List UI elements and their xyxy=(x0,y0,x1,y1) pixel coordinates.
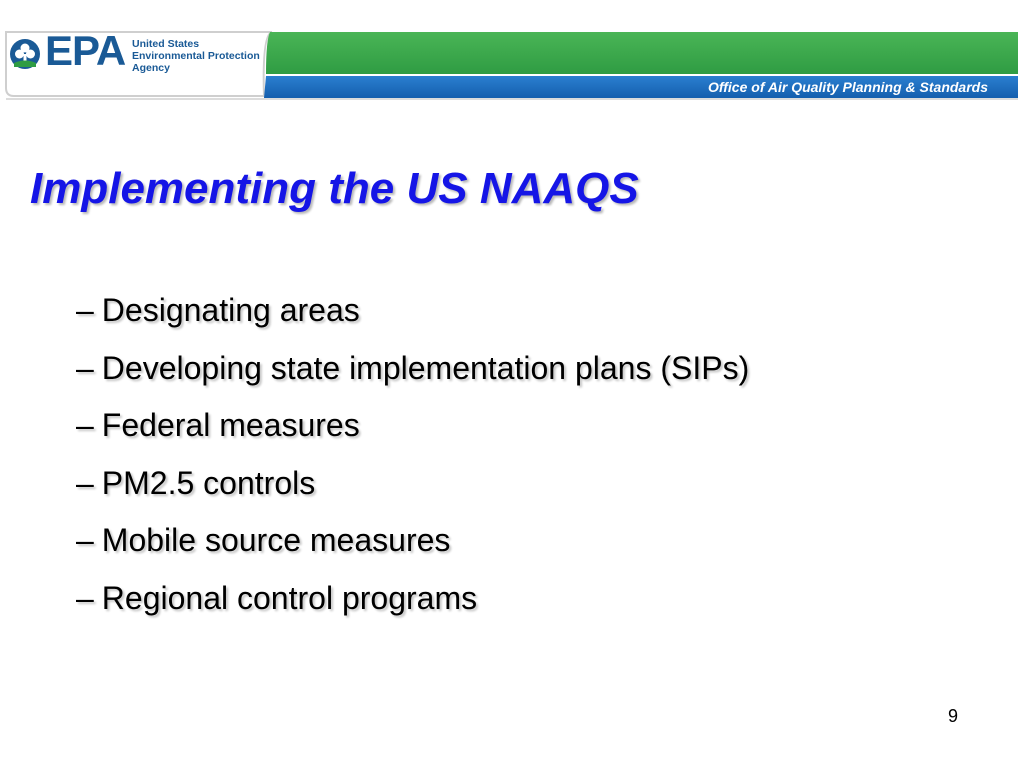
bullet-dash: – xyxy=(76,522,94,558)
agency-line-1: United States xyxy=(132,38,200,50)
bullet-text: Federal measures xyxy=(101,407,360,443)
agency-name xyxy=(132,38,260,74)
bullet-dash: – xyxy=(76,349,94,386)
epa-wordmark-text: EPA xyxy=(45,30,126,71)
slide-title: Implementing the US NAAQS xyxy=(30,164,639,213)
page-number: 9 xyxy=(948,706,959,726)
epa-flower-icon xyxy=(8,37,42,71)
bullet-text: Designating areas xyxy=(101,292,360,328)
bullet-item xyxy=(76,455,749,513)
bullet-item xyxy=(76,340,749,398)
bullet-item xyxy=(76,282,749,340)
bullet-item xyxy=(76,570,749,628)
epa-logo-text xyxy=(45,31,135,78)
bullet-item xyxy=(76,512,749,570)
epa-logo xyxy=(8,30,135,74)
bullet-dash: – xyxy=(76,407,94,443)
bullet-dash: – xyxy=(76,579,94,616)
agency-line-3: Agency xyxy=(132,62,170,74)
bullet-text: Mobile source measures xyxy=(101,522,451,558)
office-name: Office of Air Quality Planning & Standards xyxy=(707,79,988,95)
epa-wordmark xyxy=(45,31,135,71)
bullet-item xyxy=(76,397,749,455)
bullet-text: Regional control programs xyxy=(101,579,478,616)
bullet-text: PM2.5 controls xyxy=(101,464,316,501)
bullet-text: Developing state implementation plans (SIPs) xyxy=(101,349,750,386)
bullet-list xyxy=(76,282,749,627)
green-band xyxy=(266,32,1018,74)
header-banner xyxy=(0,0,1024,102)
agency-line-2: Environmental Protection xyxy=(132,50,260,62)
bullet-dash: – xyxy=(76,464,94,501)
bullet-dash: – xyxy=(76,292,94,328)
